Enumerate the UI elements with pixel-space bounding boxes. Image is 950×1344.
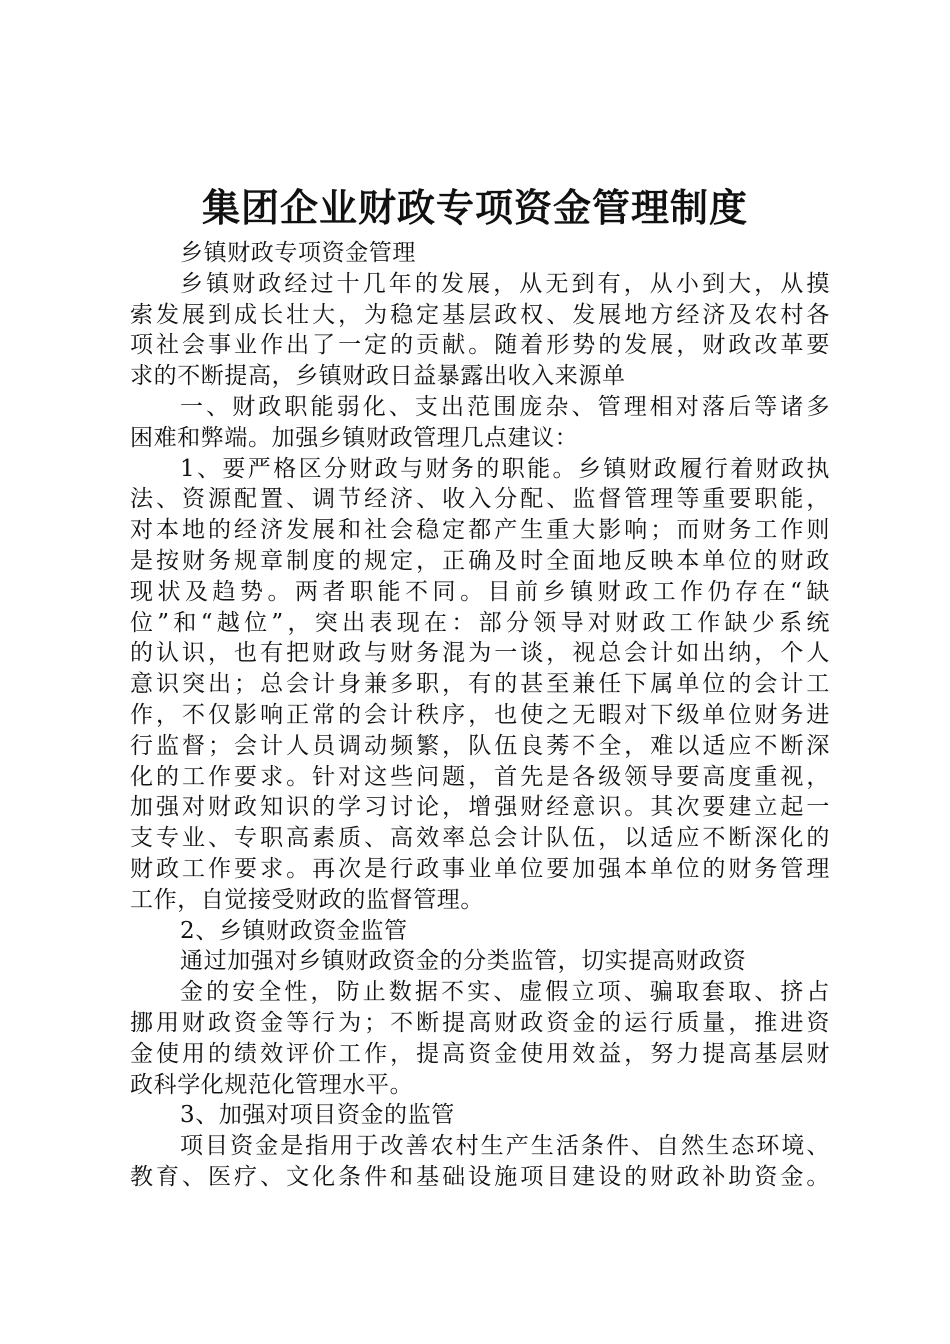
- text-line: 一、财政职能弱化、支出范围庞杂、管理相对落后等诸多: [180, 393, 830, 420]
- text-line: 对本地的经济发展和社会稳定都产生重大影响；而财务工作则: [130, 517, 830, 544]
- text-line: 1、要严格区分财政与财务的职能。乡镇财政履行着财政执: [180, 455, 830, 482]
- text-line: 金使用的绩效评价工作，提高资金使用效益，努力提高基层财: [130, 1040, 830, 1067]
- text-line: 行监督；会计人员调动频繁，队伍良莠不全，难以适应不断深: [130, 732, 830, 759]
- text-line: 乡镇财政专项资金管理: [180, 240, 416, 266]
- text-line: 乡镇财政经过十几年的发展，从无到有，从小到大，从摸: [180, 270, 830, 297]
- text-line: 是按财务规章制度的规定，正确及时全面地反映本单位的财政: [130, 547, 830, 574]
- text-line: 索发展到成长壮大，为稳定基层政权、发展地方经济及农村各: [130, 301, 830, 328]
- text-line: 作，不仅影响正常的会计秩序，也使之无暇对下级单位财务进: [130, 701, 830, 728]
- text-line: 求的不断提高，乡镇财政日益暴露出收入来源单: [130, 363, 626, 390]
- text-line: 位”和“越位”，突出表现在：部分领导对财政工作缺少系统: [130, 609, 830, 636]
- text-line: 意识突出；总会计身兼多职，有的甚至兼任下属单位的会计工: [130, 671, 830, 698]
- text-line: 财政工作要求。再次是行政事业单位要加强本单位的财务管理: [130, 855, 830, 882]
- text-line: 通过加强对乡镇财政资金的分类监管，切实提高财政资: [180, 948, 747, 975]
- text-line: 工作，自觉接受财政的监督管理。: [130, 886, 484, 913]
- text-line: 教育、医疗、文化条件和基础设施项目建设的财政补助资金。: [130, 1163, 830, 1190]
- text-line: 挪用财政资金等行为；不断提高财政资金的运行质量，推进资: [130, 1009, 830, 1036]
- text-line: 困难和弊端。加强乡镇财政管理几点建议：: [130, 424, 579, 451]
- text-line: 现状及趋势。两者职能不同。目前乡镇财政工作仍存在“缺: [130, 578, 830, 605]
- text-line: 2、乡镇财政资金监管: [180, 917, 408, 944]
- text-line: 化的工作要求。针对这些问题，首先是各级领导要高度重视，: [130, 763, 830, 790]
- text-line: 政科学化规范化管理水平。: [130, 1071, 414, 1098]
- document-title: 集团企业财政专项资金管理制度: [201, 186, 748, 230]
- text-line: 项社会事业作出了一定的贡献。随着形势的发展，财政改革要: [130, 332, 830, 359]
- text-line: 的认识，也有把财政与财务混为一谈，视总会计如出纳，个人: [130, 640, 830, 667]
- text-line: 支专业、专职高素质、高效率总会计队伍，以适应不断深化的: [130, 825, 830, 852]
- text-line: 3、加强对项目资金的监管: [180, 1102, 455, 1129]
- text-line: 金的安全性，防止数据不实、虚假立项、骗取套取、挤占: [180, 979, 830, 1006]
- text-line: 法、资源配置、调节经济、收入分配、监督管理等重要职能，: [130, 486, 830, 513]
- document-body: [130, 238, 830, 1193]
- text-line: 项目资金是指用于改善农村生产生活条件、自然生态环境、: [180, 1133, 830, 1160]
- text-line: 加强对财政知识的学习讨论，增强财经意识。其次要建立起一: [130, 794, 830, 821]
